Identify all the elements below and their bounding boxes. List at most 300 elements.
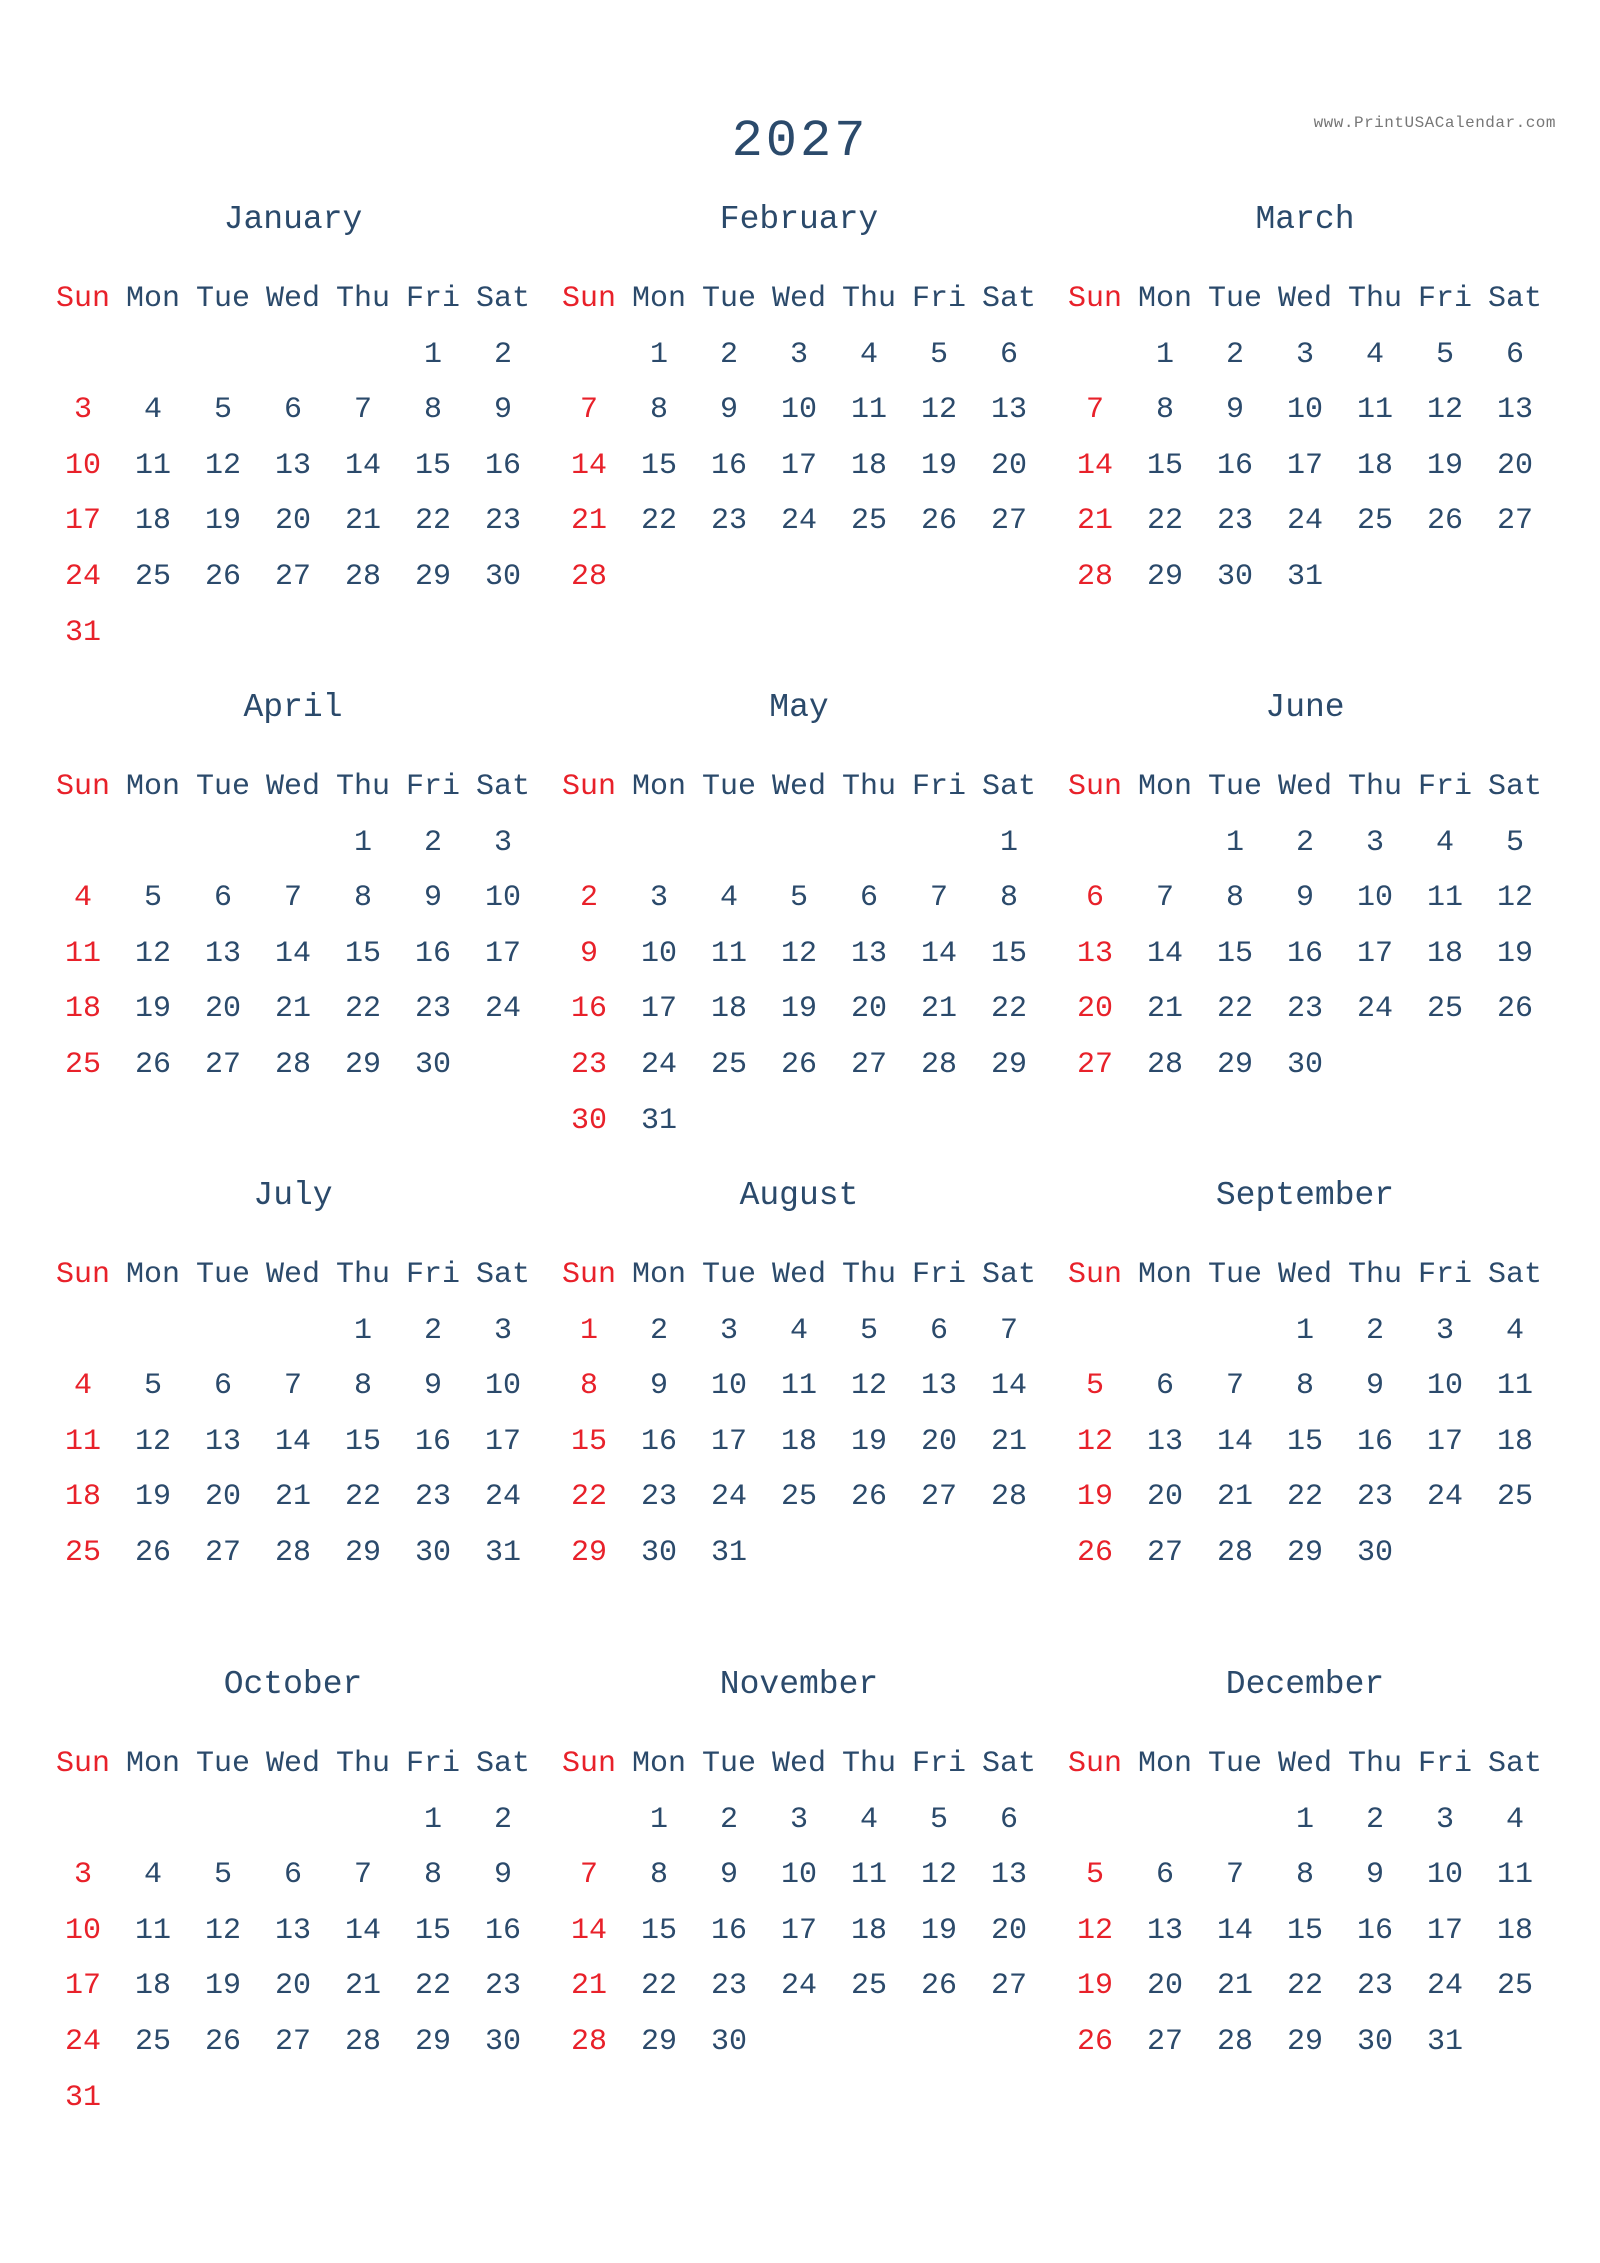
day-cell: 18 (134, 1969, 171, 2004)
weekday-label-sun: Sun (561, 770, 616, 804)
day-cell: 16 (1216, 448, 1253, 483)
weekday-label-thu: Thu (335, 1747, 390, 1781)
day-cell: 30 (414, 1535, 451, 1570)
day-cell: 15 (990, 936, 1027, 971)
day-cell: 10 (1426, 1369, 1463, 1404)
day-cell: 2 (579, 881, 598, 916)
day-cell: 30 (484, 2024, 521, 2059)
month-august (554, 1176, 1044, 1570)
day-cell: 1 (1295, 1313, 1314, 1348)
day-cell: 19 (204, 1969, 241, 2004)
day-cell: 1 (353, 825, 372, 860)
day-cell: 16 (484, 1913, 521, 1948)
day-cell: 28 (1216, 2024, 1253, 2059)
day-cell: 7 (929, 881, 948, 916)
weekday-label-tue: Tue (195, 282, 250, 316)
weekday-label-fri: Fri (405, 1258, 460, 1292)
day-cell: 18 (64, 1480, 101, 1515)
day-cell: 23 (570, 1047, 607, 1082)
weekday-label-thu: Thu (335, 282, 390, 316)
day-cell: 6 (929, 1313, 948, 1348)
weekday-label-mon: Mon (1137, 282, 1192, 316)
day-cell: 15 (1146, 448, 1183, 483)
month-december (1060, 1665, 1550, 2059)
day-cell: 2 (1295, 825, 1314, 860)
day-cell: 25 (134, 559, 171, 594)
day-cell: 23 (1286, 992, 1323, 1027)
day-cell: 3 (493, 825, 512, 860)
year-title: 2027 (731, 112, 869, 171)
day-cell: 3 (1365, 825, 1384, 860)
month-day-grid (48, 760, 538, 1094)
day-cell: 9 (1295, 881, 1314, 916)
day-cell: 23 (1216, 504, 1253, 539)
month-day-grid (554, 1737, 1044, 2071)
day-cell: 31 (1286, 559, 1323, 594)
day-cell: 23 (414, 992, 451, 1027)
day-cell: 9 (423, 1369, 442, 1404)
weekday-label-wed: Wed (265, 1258, 320, 1292)
month-november (554, 1665, 1044, 2059)
month-name: September (1215, 1177, 1395, 1214)
day-cell: 13 (1146, 1424, 1183, 1459)
day-cell: 1 (1155, 337, 1174, 372)
weekday-label-wed: Wed (771, 282, 826, 316)
weekday-label-wed: Wed (1277, 1258, 1332, 1292)
empty-day-cell (48, 816, 118, 872)
day-cell: 18 (64, 992, 101, 1027)
day-cell: 21 (1216, 1480, 1253, 1515)
weekday-label-thu: Thu (841, 282, 896, 316)
month-march (1060, 200, 1550, 594)
weekday-label-fri: Fri (405, 282, 460, 316)
day-cell: 11 (850, 393, 887, 428)
weekday-label-mon: Mon (125, 282, 180, 316)
day-cell: 18 (1426, 936, 1463, 971)
day-cell: 7 (1225, 1369, 1244, 1404)
day-cell: 17 (780, 1913, 817, 1948)
day-cell: 12 (134, 1424, 171, 1459)
day-cell: 25 (1496, 1480, 1533, 1515)
day-cell: 24 (780, 1969, 817, 2004)
day-cell: 23 (1356, 1969, 1393, 2004)
day-cell: 2 (493, 1802, 512, 1837)
day-cell: 19 (1426, 448, 1463, 483)
weekday-label-tue: Tue (701, 770, 756, 804)
weekday-label-thu: Thu (841, 1747, 896, 1781)
month-day-grid (1060, 1737, 1550, 2071)
day-cell: 19 (920, 448, 957, 483)
day-cell: 11 (710, 936, 747, 971)
day-cell: 10 (780, 1858, 817, 1893)
day-cell: 24 (1286, 504, 1323, 539)
day-cell: 12 (204, 448, 241, 483)
day-cell: 27 (850, 1047, 887, 1082)
month-name: November (719, 1666, 879, 1703)
day-cell: 12 (1076, 1913, 1113, 1948)
month-day-grid (1060, 272, 1550, 606)
day-cell: 9 (423, 881, 442, 916)
day-cell: 20 (1496, 448, 1533, 483)
empty-day-cell (1130, 816, 1200, 872)
month-name: August (739, 1177, 859, 1214)
day-cell: 13 (920, 1369, 957, 1404)
empty-day-cell (118, 816, 188, 872)
day-cell: 11 (1356, 393, 1393, 428)
weekday-label-sat: Sat (475, 770, 530, 804)
day-cell: 4 (73, 881, 92, 916)
weekday-label-wed: Wed (265, 770, 320, 804)
day-cell: 16 (414, 936, 451, 971)
day-cell: 6 (999, 1802, 1018, 1837)
weekday-label-thu: Thu (1347, 1258, 1402, 1292)
empty-day-cell (48, 328, 118, 384)
day-cell: 21 (990, 1424, 1027, 1459)
day-cell: 19 (780, 992, 817, 1027)
day-cell: 28 (274, 1047, 311, 1082)
day-cell: 29 (344, 1047, 381, 1082)
weekday-label-fri: Fri (405, 1747, 460, 1781)
day-cell: 3 (1295, 337, 1314, 372)
day-cell: 31 (710, 1535, 747, 1570)
day-cell: 3 (789, 1802, 808, 1837)
day-cell: 12 (920, 1858, 957, 1893)
weekday-label-mon: Mon (125, 1747, 180, 1781)
empty-day-cell (1060, 328, 1130, 384)
weekday-label-sun: Sun (1067, 282, 1122, 316)
month-day-grid (48, 1737, 538, 2126)
day-cell: 13 (1146, 1913, 1183, 1948)
month-january (48, 200, 538, 650)
day-cell: 7 (999, 1313, 1018, 1348)
day-cell: 26 (850, 1480, 887, 1515)
empty-day-cell (1060, 1793, 1130, 1849)
weekday-label-tue: Tue (1207, 1258, 1262, 1292)
day-cell: 16 (1356, 1424, 1393, 1459)
day-cell: 14 (274, 936, 311, 971)
day-cell: 20 (990, 448, 1027, 483)
day-cell: 5 (1085, 1858, 1104, 1893)
day-cell: 23 (1356, 1480, 1393, 1515)
weekday-label-wed: Wed (771, 770, 826, 804)
day-cell: 15 (414, 1913, 451, 1948)
empty-day-cell (694, 816, 764, 872)
month-february (554, 200, 1044, 594)
day-cell: 5 (789, 881, 808, 916)
day-cell: 15 (1286, 1913, 1323, 1948)
day-cell: 17 (1356, 936, 1393, 971)
day-cell: 17 (1426, 1913, 1463, 1948)
weekday-label-fri: Fri (911, 770, 966, 804)
weekday-label-sat: Sat (475, 282, 530, 316)
day-cell: 9 (1365, 1858, 1384, 1893)
weekday-label-wed: Wed (1277, 770, 1332, 804)
day-cell: 22 (1286, 1480, 1323, 1515)
day-cell: 18 (780, 1424, 817, 1459)
day-cell: 3 (493, 1313, 512, 1348)
day-cell: 15 (344, 936, 381, 971)
day-cell: 25 (1426, 992, 1463, 1027)
day-cell: 20 (274, 1969, 311, 2004)
day-cell: 31 (484, 1535, 521, 1570)
empty-day-cell (764, 816, 834, 872)
day-cell: 24 (780, 504, 817, 539)
day-cell: 1 (423, 1802, 442, 1837)
month-june (1060, 688, 1550, 1082)
day-cell: 27 (1146, 2024, 1183, 2059)
empty-day-cell (554, 816, 624, 872)
day-cell: 30 (1216, 559, 1253, 594)
day-cell: 12 (850, 1369, 887, 1404)
day-cell: 22 (570, 1480, 607, 1515)
day-cell: 4 (859, 337, 878, 372)
day-cell: 4 (789, 1313, 808, 1348)
day-cell: 24 (64, 559, 101, 594)
day-cell: 3 (73, 393, 92, 428)
weekday-label-wed: Wed (265, 282, 320, 316)
day-cell: 14 (1146, 936, 1183, 971)
day-cell: 22 (1216, 992, 1253, 1027)
empty-day-cell (188, 1304, 258, 1360)
day-cell: 2 (1365, 1802, 1384, 1837)
day-cell: 21 (1146, 992, 1183, 1027)
day-cell: 30 (1356, 2024, 1393, 2059)
day-cell: 11 (134, 1913, 171, 1948)
day-cell: 22 (1146, 504, 1183, 539)
day-cell: 20 (990, 1913, 1027, 1948)
day-cell: 9 (719, 393, 738, 428)
day-cell: 7 (353, 393, 372, 428)
day-cell: 29 (570, 1535, 607, 1570)
day-cell: 27 (274, 2024, 311, 2059)
month-name: March (1255, 201, 1355, 238)
day-cell: 29 (640, 2024, 677, 2059)
empty-day-cell (258, 1793, 328, 1849)
day-cell: 28 (1076, 559, 1113, 594)
day-cell: 5 (213, 393, 232, 428)
weekday-label-mon: Mon (1137, 1258, 1192, 1292)
day-cell: 16 (1356, 1913, 1393, 1948)
weekday-label-wed: Wed (1277, 282, 1332, 316)
day-cell: 5 (143, 881, 162, 916)
day-cell: 26 (1496, 992, 1533, 1027)
day-cell: 2 (719, 1802, 738, 1837)
day-cell: 27 (990, 1969, 1027, 2004)
day-cell: 19 (1076, 1969, 1113, 2004)
day-cell: 18 (1496, 1913, 1533, 1948)
weekday-label-sat: Sat (475, 1747, 530, 1781)
day-cell: 10 (64, 448, 101, 483)
day-cell: 21 (344, 1969, 381, 2004)
day-cell: 3 (1435, 1313, 1454, 1348)
day-cell: 6 (999, 337, 1018, 372)
weekday-label-fri: Fri (911, 1747, 966, 1781)
day-cell: 5 (859, 1313, 878, 1348)
day-cell: 8 (999, 881, 1018, 916)
day-cell: 8 (649, 1858, 668, 1893)
day-cell: 21 (274, 1480, 311, 1515)
weekday-label-mon: Mon (631, 1747, 686, 1781)
day-cell: 10 (1286, 393, 1323, 428)
month-name: February (719, 201, 879, 238)
empty-day-cell (328, 1793, 398, 1849)
empty-day-cell (118, 328, 188, 384)
day-cell: 13 (990, 393, 1027, 428)
weekday-label-tue: Tue (1207, 1747, 1262, 1781)
weekday-label-mon: Mon (1137, 1747, 1192, 1781)
month-april (48, 688, 538, 1082)
day-cell: 26 (134, 1047, 171, 1082)
day-cell: 28 (920, 1047, 957, 1082)
day-cell: 9 (1225, 393, 1244, 428)
day-cell: 23 (640, 1480, 677, 1515)
day-cell: 22 (344, 1480, 381, 1515)
weekday-label-fri: Fri (1417, 1258, 1472, 1292)
weekday-label-thu: Thu (335, 1258, 390, 1292)
day-cell: 28 (1216, 1535, 1253, 1570)
weekday-label-wed: Wed (771, 1747, 826, 1781)
day-cell: 7 (1155, 881, 1174, 916)
day-cell: 7 (1085, 393, 1104, 428)
day-cell: 20 (920, 1424, 957, 1459)
weekday-label-sun: Sun (561, 282, 616, 316)
weekday-label-sat: Sat (1487, 1258, 1542, 1292)
day-cell: 5 (929, 1802, 948, 1837)
weekday-label-sun: Sun (561, 1747, 616, 1781)
month-september (1060, 1176, 1550, 1570)
empty-day-cell (48, 1793, 118, 1849)
weekday-label-thu: Thu (335, 770, 390, 804)
weekday-label-sun: Sun (1067, 1258, 1122, 1292)
day-cell: 11 (1496, 1858, 1533, 1893)
day-cell: 8 (579, 1369, 598, 1404)
day-cell: 13 (990, 1858, 1027, 1893)
day-cell: 14 (1076, 448, 1113, 483)
day-cell: 18 (1496, 1424, 1533, 1459)
weekday-label-thu: Thu (1347, 282, 1402, 316)
day-cell: 25 (64, 1047, 101, 1082)
weekday-label-sun: Sun (1067, 1747, 1122, 1781)
weekday-label-fri: Fri (1417, 1747, 1472, 1781)
empty-day-cell (48, 1304, 118, 1360)
day-cell: 23 (484, 504, 521, 539)
day-cell: 26 (780, 1047, 817, 1082)
day-cell: 2 (649, 1313, 668, 1348)
day-cell: 1 (1225, 825, 1244, 860)
day-cell: 19 (134, 992, 171, 1027)
day-cell: 6 (1085, 881, 1104, 916)
day-cell: 24 (640, 1047, 677, 1082)
day-cell: 12 (780, 936, 817, 971)
day-cell: 17 (64, 504, 101, 539)
empty-day-cell (1130, 1304, 1200, 1360)
day-cell: 6 (283, 1858, 302, 1893)
day-cell: 11 (1496, 1369, 1533, 1404)
empty-day-cell (258, 328, 328, 384)
day-cell: 15 (570, 1424, 607, 1459)
day-cell: 26 (204, 2024, 241, 2059)
day-cell: 29 (1286, 2024, 1323, 2059)
day-cell: 6 (213, 1369, 232, 1404)
day-cell: 16 (710, 1913, 747, 1948)
empty-day-cell (118, 1793, 188, 1849)
day-cell: 13 (204, 1424, 241, 1459)
weekday-label-tue: Tue (1207, 770, 1262, 804)
weekday-label-thu: Thu (841, 1258, 896, 1292)
weekday-label-thu: Thu (1347, 1747, 1402, 1781)
weekday-label-mon: Mon (631, 1258, 686, 1292)
day-cell: 13 (1496, 393, 1533, 428)
month-name: July (253, 1177, 333, 1214)
day-cell: 17 (780, 448, 817, 483)
month-day-grid (1060, 760, 1550, 1094)
day-cell: 1 (353, 1313, 372, 1348)
day-cell: 13 (274, 1913, 311, 1948)
day-cell: 12 (1426, 393, 1463, 428)
weekday-label-tue: Tue (701, 1258, 756, 1292)
weekday-label-tue: Tue (195, 1258, 250, 1292)
day-cell: 2 (423, 825, 442, 860)
day-cell: 8 (1225, 881, 1244, 916)
day-cell: 19 (204, 504, 241, 539)
day-cell: 15 (414, 448, 451, 483)
day-cell: 1 (649, 1802, 668, 1837)
day-cell: 29 (1286, 1535, 1323, 1570)
day-cell: 8 (353, 1369, 372, 1404)
day-cell: 13 (274, 448, 311, 483)
day-cell: 27 (920, 1480, 957, 1515)
day-cell: 9 (493, 393, 512, 428)
weekday-label-thu: Thu (1347, 770, 1402, 804)
day-cell: 7 (283, 881, 302, 916)
day-cell: 19 (134, 1480, 171, 1515)
day-cell: 9 (579, 936, 598, 971)
day-cell: 10 (64, 1913, 101, 1948)
day-cell: 8 (423, 1858, 442, 1893)
month-day-grid (1060, 1248, 1550, 1582)
day-cell: 17 (640, 992, 677, 1027)
day-cell: 25 (850, 504, 887, 539)
day-cell: 8 (1155, 393, 1174, 428)
day-cell: 14 (990, 1369, 1027, 1404)
day-cell: 28 (570, 559, 607, 594)
day-cell: 15 (344, 1424, 381, 1459)
day-cell: 23 (710, 504, 747, 539)
empty-day-cell (328, 328, 398, 384)
day-cell: 2 (1225, 337, 1244, 372)
day-cell: 16 (710, 448, 747, 483)
day-cell: 31 (640, 1103, 677, 1138)
day-cell: 12 (920, 393, 957, 428)
day-cell: 24 (710, 1480, 747, 1515)
day-cell: 15 (640, 1913, 677, 1948)
month-name: January (223, 201, 363, 238)
weekday-label-tue: Tue (701, 1747, 756, 1781)
weekday-label-sat: Sat (475, 1258, 530, 1292)
day-cell: 3 (73, 1858, 92, 1893)
day-cell: 4 (1505, 1802, 1524, 1837)
empty-day-cell (1060, 1304, 1130, 1360)
empty-day-cell (1200, 1304, 1270, 1360)
day-cell: 17 (64, 1969, 101, 2004)
day-cell: 10 (1356, 881, 1393, 916)
weekday-label-sun: Sun (55, 770, 110, 804)
day-cell: 26 (204, 559, 241, 594)
day-cell: 14 (344, 448, 381, 483)
day-cell: 11 (780, 1369, 817, 1404)
empty-day-cell (904, 816, 974, 872)
day-cell: 21 (1216, 1969, 1253, 2004)
